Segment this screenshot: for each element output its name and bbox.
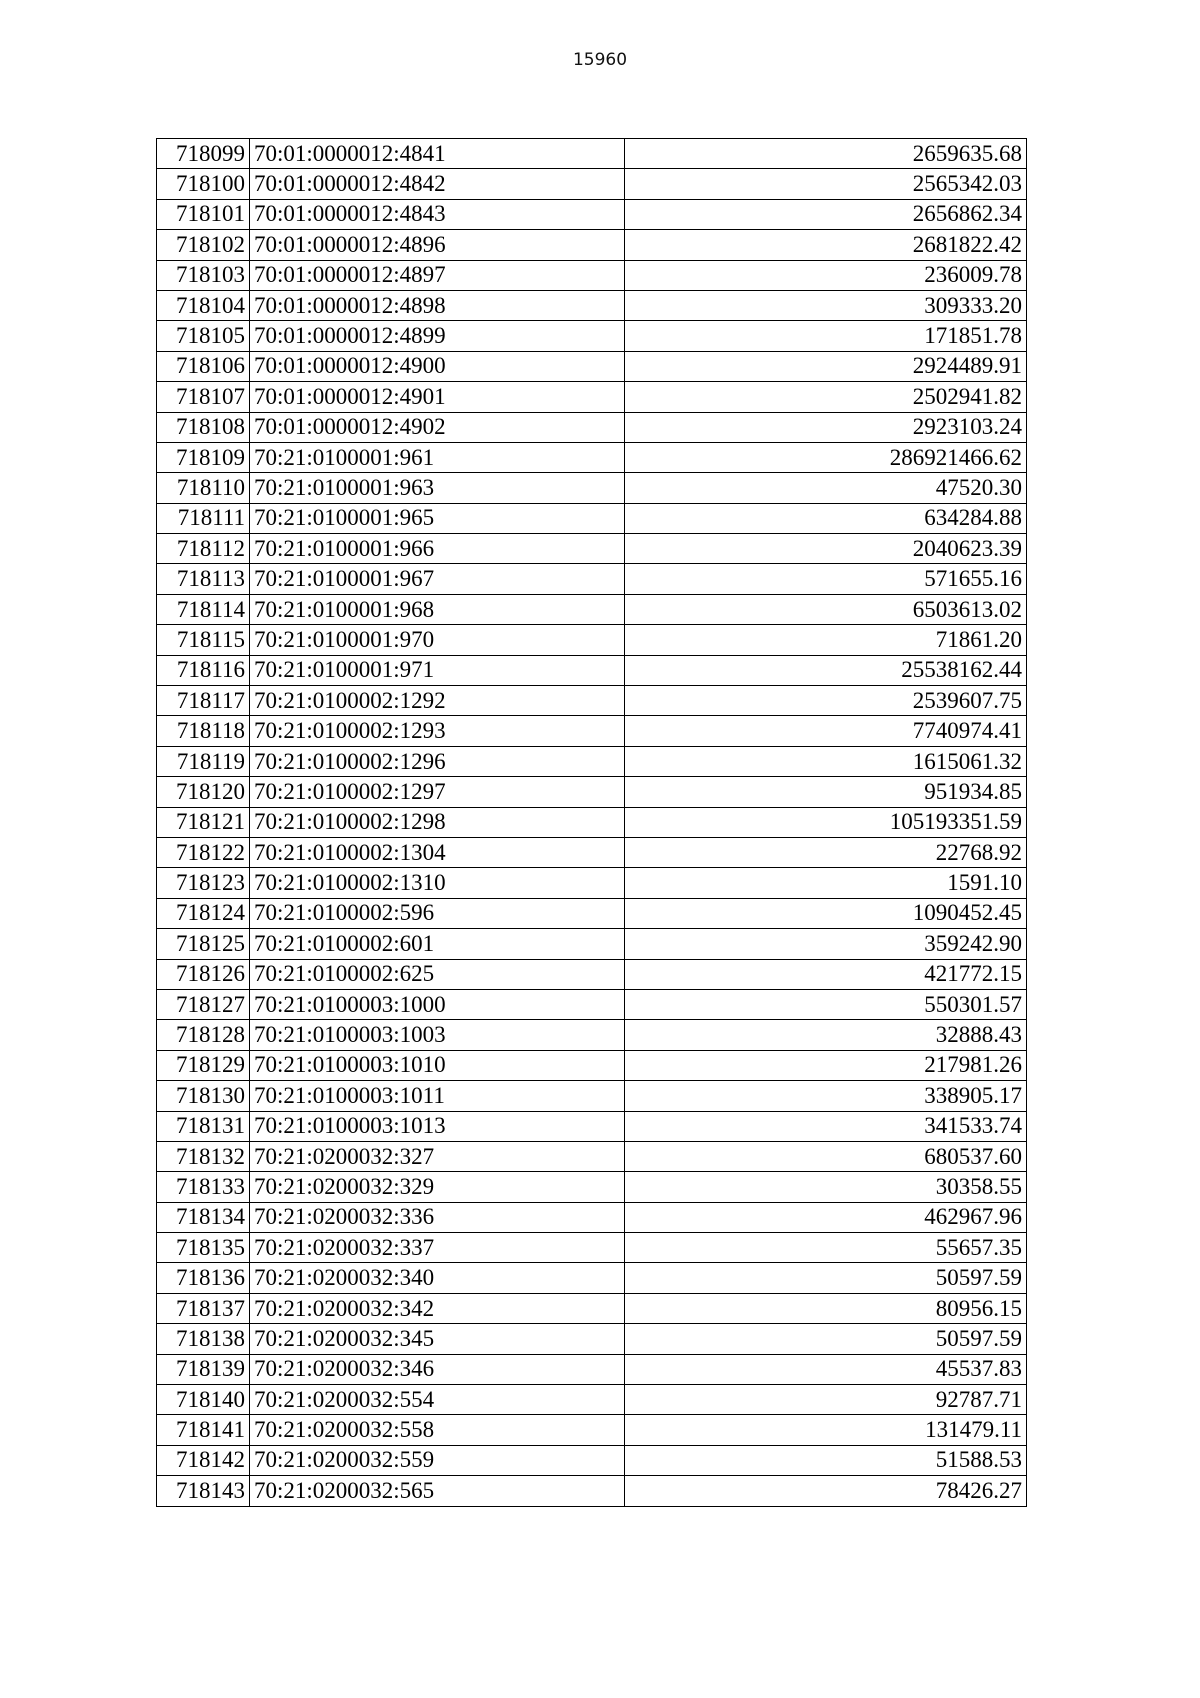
table-row <box>157 868 1027 898</box>
cadastral-number-cell: 70:01:0000012:4843 <box>250 199 625 229</box>
cadastral-value-cell: 47520.30 <box>625 473 1027 503</box>
cadastral-number-cell: 70:21:0200032:329 <box>250 1172 625 1202</box>
cadastral-number-cell: 70:21:0200032:565 <box>250 1476 625 1506</box>
cadastral-value-cell: 51588.53 <box>625 1445 1027 1475</box>
cadastral-number-cell: 70:21:0200032:340 <box>250 1263 625 1293</box>
cadastral-value-cell: 2659635.68 <box>625 139 1027 169</box>
row-id-cell: 718131 <box>157 1111 250 1141</box>
row-id-cell: 718112 <box>157 534 250 564</box>
cadastral-number-cell: 70:21:0200032:336 <box>250 1202 625 1232</box>
cadastral-value-cell: 55657.35 <box>625 1233 1027 1263</box>
cadastral-value-cell: 2923103.24 <box>625 412 1027 442</box>
table-row <box>157 1081 1027 1111</box>
row-id-cell: 718130 <box>157 1081 250 1111</box>
cadastral-value-cell: 286921466.62 <box>625 442 1027 472</box>
cadastral-number-cell: 70:21:0100002:1293 <box>250 716 625 746</box>
cadastral-number-cell: 70:01:0000012:4897 <box>250 260 625 290</box>
cadastral-value-cell: 217981.26 <box>625 1050 1027 1080</box>
table-body <box>157 139 1027 1507</box>
row-id-cell: 718126 <box>157 959 250 989</box>
row-id-cell: 718117 <box>157 686 250 716</box>
row-id-cell: 718109 <box>157 442 250 472</box>
cadastral-number-cell: 70:21:0100001:963 <box>250 473 625 503</box>
cadastral-number-cell: 70:21:0100002:601 <box>250 929 625 959</box>
cadastral-value-cell: 92787.71 <box>625 1385 1027 1415</box>
cadastral-value-cell: 2924489.91 <box>625 351 1027 381</box>
row-id-cell: 718129 <box>157 1050 250 1080</box>
cadastral-value-cell: 1615061.32 <box>625 746 1027 776</box>
table-row <box>157 716 1027 746</box>
cadastral-number-cell: 70:21:0100002:1304 <box>250 837 625 867</box>
cadastral-number-cell: 70:21:0200032:554 <box>250 1385 625 1415</box>
table-row <box>157 837 1027 867</box>
cadastral-value-cell: 1090452.45 <box>625 898 1027 928</box>
cadastral-number-cell: 70:21:0100001:971 <box>250 655 625 685</box>
cadastral-number-cell: 70:21:0100001:968 <box>250 594 625 624</box>
row-id-cell: 718114 <box>157 594 250 624</box>
row-id-cell: 718135 <box>157 1233 250 1263</box>
cadastral-number-cell: 70:21:0200032:337 <box>250 1233 625 1263</box>
table-row <box>157 139 1027 169</box>
table-row <box>157 1202 1027 1232</box>
cadastral-number-cell: 70:21:0200032:559 <box>250 1445 625 1475</box>
cadastral-number-cell: 70:01:0000012:4841 <box>250 139 625 169</box>
table-row <box>157 1050 1027 1080</box>
row-id-cell: 718128 <box>157 1020 250 1050</box>
cadastral-value-cell: 2502941.82 <box>625 382 1027 412</box>
cadastral-number-cell: 70:01:0000012:4899 <box>250 321 625 351</box>
table-row <box>157 686 1027 716</box>
row-id-cell: 718100 <box>157 169 250 199</box>
cadastral-number-cell: 70:01:0000012:4896 <box>250 230 625 260</box>
cadastral-number-cell: 70:21:0100003:1000 <box>250 989 625 1019</box>
cadastral-value-cell: 2681822.42 <box>625 230 1027 260</box>
row-id-cell: 718142 <box>157 1445 250 1475</box>
cadastral-value-cell: 236009.78 <box>625 260 1027 290</box>
table-row <box>157 412 1027 442</box>
table-row <box>157 1476 1027 1506</box>
row-id-cell: 718120 <box>157 777 250 807</box>
cadastral-number-cell: 70:21:0100002:1310 <box>250 868 625 898</box>
table-row <box>157 1141 1027 1171</box>
cadastral-value-cell: 462967.96 <box>625 1202 1027 1232</box>
table-row <box>157 199 1027 229</box>
cadastral-number-cell: 70:01:0000012:4902 <box>250 412 625 442</box>
cadastral-value-cell: 30358.55 <box>625 1172 1027 1202</box>
cadastral-value-cell: 1591.10 <box>625 868 1027 898</box>
row-id-cell: 718099 <box>157 139 250 169</box>
row-id-cell: 718107 <box>157 382 250 412</box>
table-row <box>157 929 1027 959</box>
row-id-cell: 718105 <box>157 321 250 351</box>
row-id-cell: 718110 <box>157 473 250 503</box>
cadastral-value-cell: 309333.20 <box>625 290 1027 320</box>
cadastral-value-cell: 71861.20 <box>625 625 1027 655</box>
row-id-cell: 718134 <box>157 1202 250 1232</box>
row-id-cell: 718143 <box>157 1476 250 1506</box>
cadastral-value-cell: 80956.15 <box>625 1293 1027 1323</box>
table-row <box>157 1233 1027 1263</box>
table-row <box>157 1324 1027 1354</box>
row-id-cell: 718119 <box>157 746 250 776</box>
table-row <box>157 1385 1027 1415</box>
cadastral-value-cell: 571655.16 <box>625 564 1027 594</box>
table-row <box>157 473 1027 503</box>
cadastral-number-cell: 70:21:0100001:961 <box>250 442 625 472</box>
cadastral-number-cell: 70:21:0100001:966 <box>250 534 625 564</box>
row-id-cell: 718136 <box>157 1263 250 1293</box>
cadastral-value-cell: 105193351.59 <box>625 807 1027 837</box>
table-row <box>157 351 1027 381</box>
table-row <box>157 625 1027 655</box>
cadastral-number-cell: 70:21:0100002:1297 <box>250 777 625 807</box>
cadastral-value-table <box>156 138 1027 1507</box>
row-id-cell: 718138 <box>157 1324 250 1354</box>
row-id-cell: 718104 <box>157 290 250 320</box>
table-row <box>157 290 1027 320</box>
row-id-cell: 718102 <box>157 230 250 260</box>
table-row <box>157 1020 1027 1050</box>
row-id-cell: 718113 <box>157 564 250 594</box>
table-row <box>157 655 1027 685</box>
row-id-cell: 718101 <box>157 199 250 229</box>
cadastral-number-cell: 70:01:0000012:4900 <box>250 351 625 381</box>
cadastral-number-cell: 70:21:0200032:345 <box>250 1324 625 1354</box>
cadastral-value-cell: 341533.74 <box>625 1111 1027 1141</box>
row-id-cell: 718115 <box>157 625 250 655</box>
table-row <box>157 169 1027 199</box>
row-id-cell: 718108 <box>157 412 250 442</box>
table-row <box>157 321 1027 351</box>
row-id-cell: 718123 <box>157 868 250 898</box>
cadastral-value-cell: 45537.83 <box>625 1354 1027 1384</box>
cadastral-value-cell: 359242.90 <box>625 929 1027 959</box>
row-id-cell: 718132 <box>157 1141 250 1171</box>
cadastral-value-cell: 951934.85 <box>625 777 1027 807</box>
cadastral-value-cell: 634284.88 <box>625 503 1027 533</box>
cadastral-value-cell: 171851.78 <box>625 321 1027 351</box>
table-row <box>157 777 1027 807</box>
cadastral-number-cell: 70:21:0200032:558 <box>250 1415 625 1445</box>
table-row <box>157 1415 1027 1445</box>
cadastral-value-cell: 2040623.39 <box>625 534 1027 564</box>
cadastral-value-cell: 50597.59 <box>625 1324 1027 1354</box>
row-id-cell: 718116 <box>157 655 250 685</box>
cadastral-number-cell: 70:01:0000012:4898 <box>250 290 625 320</box>
cadastral-value-cell: 6503613.02 <box>625 594 1027 624</box>
row-id-cell: 718133 <box>157 1172 250 1202</box>
cadastral-value-cell: 338905.17 <box>625 1081 1027 1111</box>
table-row <box>157 1263 1027 1293</box>
cadastral-value-cell: 50597.59 <box>625 1263 1027 1293</box>
cadastral-value-cell: 131479.11 <box>625 1415 1027 1445</box>
cadastral-value-cell: 2565342.03 <box>625 169 1027 199</box>
cadastral-number-cell: 70:01:0000012:4901 <box>250 382 625 412</box>
row-id-cell: 718125 <box>157 929 250 959</box>
table-row <box>157 746 1027 776</box>
row-id-cell: 718137 <box>157 1293 250 1323</box>
table-row <box>157 1172 1027 1202</box>
row-id-cell: 718127 <box>157 989 250 1019</box>
cadastral-value-cell: 78426.27 <box>625 1476 1027 1506</box>
table-row <box>157 1111 1027 1141</box>
cadastral-value-cell: 25538162.44 <box>625 655 1027 685</box>
page-number: 15960 <box>572 50 628 70</box>
cadastral-number-cell: 70:21:0100001:970 <box>250 625 625 655</box>
cadastral-value-cell: 2656862.34 <box>625 199 1027 229</box>
cadastral-value-cell: 421772.15 <box>625 959 1027 989</box>
table-row <box>157 230 1027 260</box>
table-row <box>157 807 1027 837</box>
cadastral-number-cell: 70:21:0100003:1013 <box>250 1111 625 1141</box>
row-id-cell: 718140 <box>157 1385 250 1415</box>
cadastral-number-cell: 70:21:0100002:1296 <box>250 746 625 776</box>
row-id-cell: 718111 <box>157 503 250 533</box>
cadastral-value-cell: 22768.92 <box>625 837 1027 867</box>
cadastral-number-cell: 70:01:0000012:4842 <box>250 169 625 199</box>
table-row <box>157 1445 1027 1475</box>
table-row <box>157 594 1027 624</box>
table-row <box>157 989 1027 1019</box>
row-id-cell: 718124 <box>157 898 250 928</box>
table-row <box>157 1354 1027 1384</box>
cadastral-number-cell: 70:21:0200032:327 <box>250 1141 625 1171</box>
table-row <box>157 1293 1027 1323</box>
cadastral-number-cell: 70:21:0100003:1003 <box>250 1020 625 1050</box>
table-row <box>157 898 1027 928</box>
cadastral-number-cell: 70:21:0200032:342 <box>250 1293 625 1323</box>
table-row <box>157 260 1027 290</box>
cadastral-number-cell: 70:21:0100002:625 <box>250 959 625 989</box>
cadastral-value-cell: 680537.60 <box>625 1141 1027 1171</box>
row-id-cell: 718139 <box>157 1354 250 1384</box>
cadastral-value-cell: 7740974.41 <box>625 716 1027 746</box>
table-row <box>157 382 1027 412</box>
table-row <box>157 564 1027 594</box>
cadastral-number-cell: 70:21:0100001:967 <box>250 564 625 594</box>
row-id-cell: 718103 <box>157 260 250 290</box>
cadastral-number-cell: 70:21:0100003:1010 <box>250 1050 625 1080</box>
cadastral-number-cell: 70:21:0200032:346 <box>250 1354 625 1384</box>
cadastral-number-cell: 70:21:0100001:965 <box>250 503 625 533</box>
table-row <box>157 959 1027 989</box>
cadastral-value-cell: 2539607.75 <box>625 686 1027 716</box>
row-id-cell: 718106 <box>157 351 250 381</box>
row-id-cell: 718121 <box>157 807 250 837</box>
row-id-cell: 718141 <box>157 1415 250 1445</box>
table-row <box>157 503 1027 533</box>
table-row <box>157 534 1027 564</box>
row-id-cell: 718122 <box>157 837 250 867</box>
table-row <box>157 442 1027 472</box>
cadastral-number-cell: 70:21:0100002:1298 <box>250 807 625 837</box>
cadastral-number-cell: 70:21:0100002:596 <box>250 898 625 928</box>
cadastral-number-cell: 70:21:0100003:1011 <box>250 1081 625 1111</box>
cadastral-value-cell: 550301.57 <box>625 989 1027 1019</box>
row-id-cell: 718118 <box>157 716 250 746</box>
cadastral-number-cell: 70:21:0100002:1292 <box>250 686 625 716</box>
cadastral-value-cell: 32888.43 <box>625 1020 1027 1050</box>
